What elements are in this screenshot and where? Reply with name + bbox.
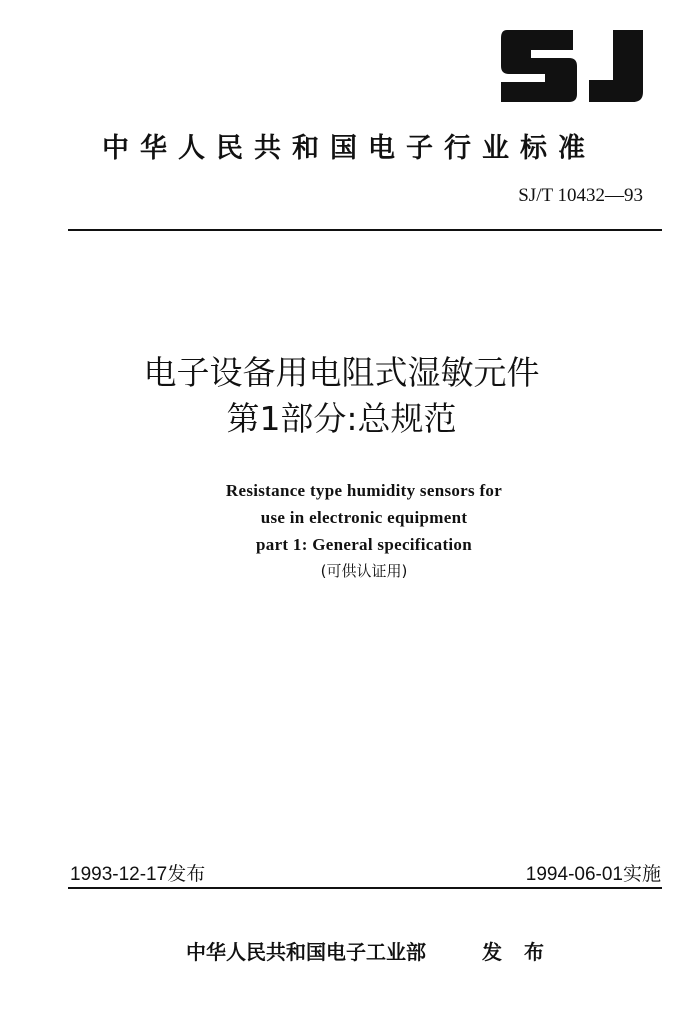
implementation-date: 1994-06-01实施: [525, 864, 661, 885]
issue-date: 1993-12-17发布: [70, 864, 206, 885]
bottom-divider: [68, 887, 662, 889]
issuing-authority: 中华人民共和国电子工业部: [186, 940, 426, 964]
english-title-line-1: Resistance type humidity sensors for: [225, 481, 503, 500]
top-divider: [68, 229, 662, 231]
issue-action: 发布: [482, 940, 566, 964]
sj-logo: [497, 22, 647, 108]
english-title-line-3: part 1: General specification: [256, 535, 472, 554]
title-line-1: 电子设备用电阻式湿敏元件: [143, 353, 540, 392]
chinese-title: [0, 350, 683, 442]
certification-note: (可供认证用): [320, 562, 408, 580]
english-title: [0, 477, 683, 584]
english-title-line-2: use in electronic equipment: [260, 508, 468, 527]
standard-category: 中华人民共和国电子行业标准: [102, 133, 596, 164]
title-line-2: 第1部分:总规范: [226, 399, 457, 438]
standard-code: SJ/T 10432—93: [518, 185, 643, 206]
